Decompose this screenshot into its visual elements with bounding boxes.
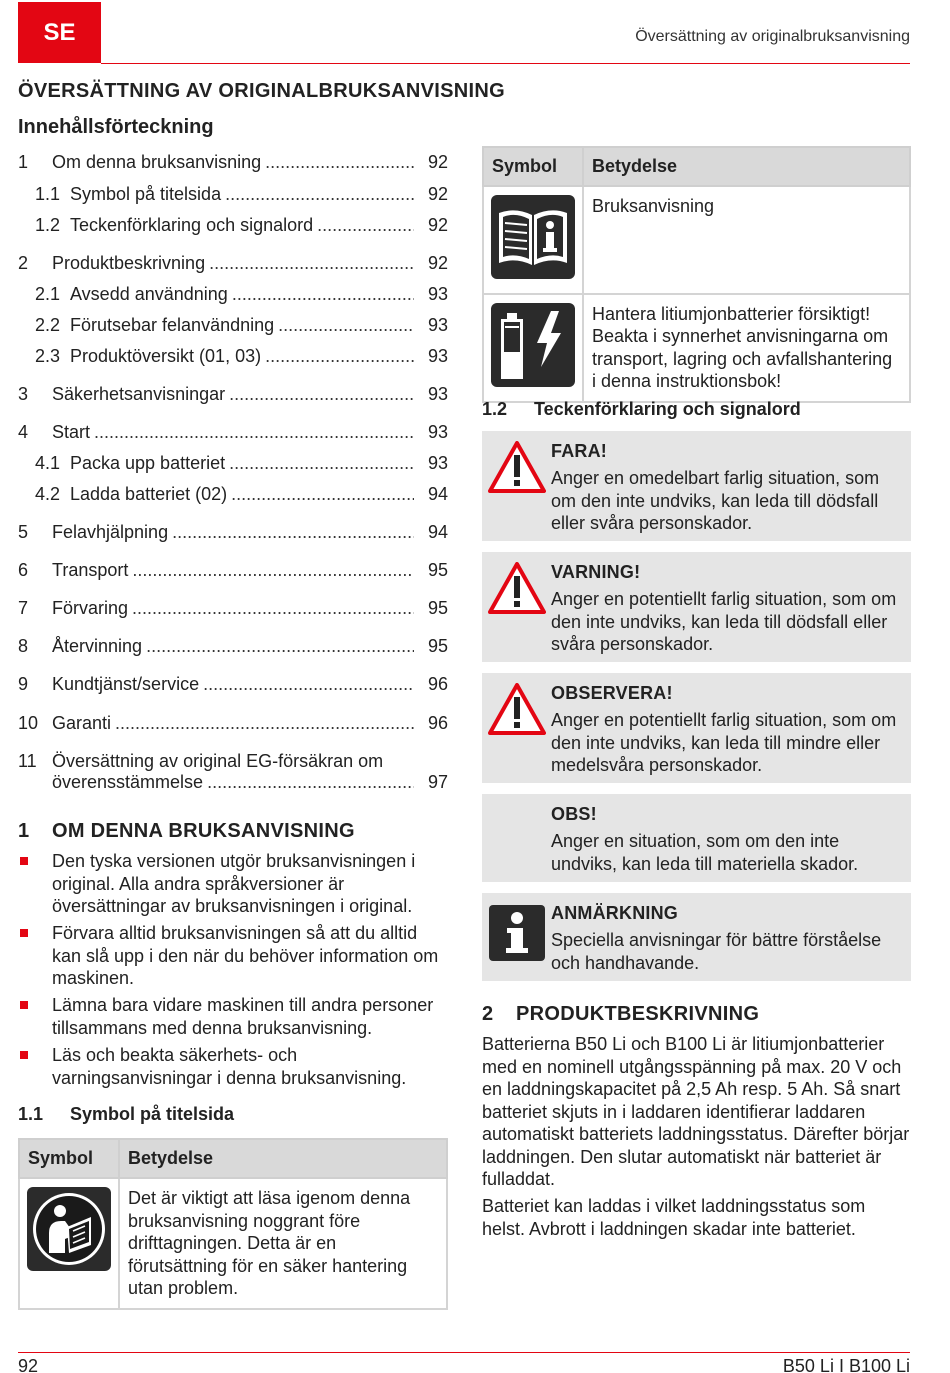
toc-leader: [265, 346, 414, 367]
toc-item[interactable]: [18, 284, 448, 305]
meaning-cell: Bruksanvisning: [583, 186, 910, 294]
toc-leader: [115, 713, 414, 734]
symbol-cell: [19, 1178, 119, 1309]
toc-page: 96: [427, 713, 448, 733]
toc-text: Ladda batteriet (02): [70, 484, 228, 504]
toc-leader: [132, 598, 414, 619]
battery-icon: [491, 303, 575, 387]
signal-description: Anger en situation, som om den inte undviks, kan leda till materiella skador.: [551, 831, 859, 874]
toc-leader: [265, 152, 414, 173]
toc-num: 4.1: [35, 453, 61, 473]
toc-item[interactable]: [18, 184, 448, 205]
toc-num: 7: [18, 598, 29, 618]
toc-text: Återvinning: [52, 636, 143, 656]
toc-leader: [207, 772, 414, 793]
toc-page: 93: [427, 453, 448, 473]
toc-item[interactable]: [18, 560, 448, 581]
toc-item[interactable]: [18, 152, 448, 173]
toc-num: 6: [18, 560, 29, 580]
toc-item[interactable]: [18, 253, 448, 274]
toc-num: 1.2: [35, 215, 61, 235]
toc-text: Produktöversikt (01, 03): [70, 346, 262, 366]
toc-page: 93: [427, 384, 448, 404]
toc-item[interactable]: [18, 674, 448, 695]
toc-leader: [209, 253, 414, 274]
manual-book-icon: [491, 195, 575, 279]
signal-word: VARNING!: [551, 562, 641, 582]
toc-leader: [172, 522, 414, 543]
toc-num: 8: [18, 636, 29, 656]
toc-page: 96: [427, 674, 448, 694]
signal-word: OBSERVERA!: [551, 683, 673, 703]
signal-description: Anger en potentiellt farlig situation, som om den inte undviks, kan leda till dödsfall eller svåra personskador.: [551, 589, 897, 654]
toc-item[interactable]: [18, 315, 448, 336]
signal-box-caution: [482, 673, 911, 783]
toc-num: 2.2: [35, 315, 61, 335]
section-title: PRODUKTBESKRIVNING: [516, 1003, 760, 1025]
toc-num: 1.1: [35, 184, 61, 204]
toc-page: 92: [427, 215, 448, 235]
title-symbol-table: [18, 1138, 448, 1310]
toc-title: Innehållsförteckning: [18, 116, 214, 138]
symbol-cell: [483, 186, 583, 294]
warning-triangle-icon: [488, 562, 546, 614]
symbol-table: [482, 146, 911, 403]
page-number: 92: [18, 1356, 39, 1373]
section-number: 1: [18, 820, 30, 842]
signal-description: Speciella anvisningar för bättre förståelse och handhavande.: [551, 930, 882, 973]
toc-leader: [203, 674, 414, 695]
section-1-2-heading: [482, 399, 801, 420]
toc-page: 97: [427, 772, 448, 792]
paragraph: Batterierna B50 Li och B100 Li är litiumjonbatterier med en nominell utgångsspänning på max. 20 V och en laddningskapacitet på 2,5 Ah resp. 5 Ah. Så snart batteriet skjuts in i laddaren identifierar laddaren automatiskt batteriets laddningsstatus. Därefter börjar laddningen. Den slutar automatiskt när batteriet är fulladdat.: [482, 1034, 910, 1189]
toc-page: 93: [427, 284, 448, 304]
section-1-heading: [18, 820, 355, 843]
toc-text: Transport: [52, 560, 129, 580]
language-badge: SE: [18, 2, 101, 63]
toc-leader: [229, 384, 414, 405]
section-title: Symbol på titelsida: [70, 1104, 235, 1124]
toc-item[interactable]: [18, 422, 448, 443]
toc-page: 95: [427, 560, 448, 580]
table-row: [19, 1178, 447, 1309]
toc-num: 2: [18, 253, 29, 273]
footer-rule: [18, 1352, 910, 1353]
toc-num: 2.3: [35, 346, 61, 366]
list-item: Lämna bara vidare maskinen till andra personer tillsammans med denna bruksanvisning.: [18, 994, 448, 1039]
toc-page: 92: [427, 184, 448, 204]
toc-leader: [232, 284, 414, 305]
toc-text: Produktbeskrivning: [52, 253, 206, 273]
toc-page: 92: [427, 152, 448, 172]
signal-word: ANMÄRKNING: [551, 903, 678, 923]
table-row: [483, 186, 910, 294]
toc-item[interactable]: [18, 453, 448, 474]
column-header-meaning: Betydelse: [583, 147, 910, 186]
toc-num: 4.2: [35, 484, 61, 504]
read-manual-icon: [27, 1187, 111, 1271]
toc-text: Avsedd användning: [70, 284, 228, 304]
column-header-symbol: Symbol: [483, 147, 583, 186]
column-header-meaning: Betydelse: [119, 1139, 447, 1178]
toc-page: 92: [427, 253, 448, 273]
toc-page: 94: [427, 484, 448, 504]
section-number: 2: [482, 1003, 494, 1025]
toc-item[interactable]: [18, 636, 448, 657]
paragraph: Batteriet kan laddas i vilket laddningsstatus som helst. Avbrott i laddningen skadar inte batteriet.: [482, 1196, 866, 1239]
toc-page: 93: [427, 346, 448, 366]
toc-leader: [231, 484, 414, 505]
signal-box-notice: [482, 794, 911, 882]
signal-word: OBS!: [551, 804, 597, 824]
toc-text: Förutsebar felanvändning: [70, 315, 275, 335]
toc-num: 4: [18, 422, 29, 442]
toc-text: Packa upp batteriet: [70, 453, 226, 473]
table-row: [483, 294, 910, 402]
toc-leader: [225, 184, 414, 205]
signal-box-warning: [482, 552, 911, 662]
warning-triangle-icon: [488, 441, 546, 493]
section-number: 1.2: [482, 399, 508, 419]
model-name: B50 Li I B100 Li: [782, 1356, 910, 1373]
toc-leader: [278, 315, 414, 336]
toc-item[interactable]: [18, 522, 448, 543]
toc-num: 10: [18, 713, 39, 733]
toc-page: 95: [427, 636, 448, 656]
toc-text: Förvaring: [52, 598, 129, 618]
section-1-1-heading: [18, 1104, 234, 1125]
toc-text: Teckenförklaring och signalord: [70, 215, 314, 235]
toc-leader: [317, 215, 414, 236]
toc-text: Kundtjänst/service: [52, 674, 200, 694]
section-title: Teckenförklaring och signalord: [534, 399, 801, 419]
toc-leader: [146, 636, 414, 657]
toc-page: 93: [427, 315, 448, 335]
section-number: 1.1: [18, 1104, 44, 1124]
signal-description: Anger en potentiellt farlig situation, som om den inte undviks, kan leda till mindre eller medelsvåra personskador.: [551, 710, 897, 775]
toc-text: Start: [52, 422, 91, 442]
warning-triangle-icon: [488, 683, 546, 735]
section-title: OM DENNA BRUKSANVISNING: [52, 820, 355, 842]
toc-leader: [94, 422, 414, 443]
signal-description: Anger en omedelbart farlig situation, som om den inte undviks, kan leda till dödsfall eller svåra personskador.: [551, 468, 880, 533]
toc-num: 9: [18, 674, 29, 694]
toc-page: 94: [427, 522, 448, 542]
meaning-cell: Det är viktigt att läsa igenom denna bruksanvisning noggrant före drifttagningen. Detta är en förutsättning för en säker hantering utan problem.: [119, 1178, 447, 1309]
toc-leader: [132, 560, 414, 581]
toc-text: Felavhjälpning: [52, 522, 169, 542]
list-item: Den tyska versionen utgör bruksanvisningen i original. Alla andra språkversioner är översättningar av bruksanvisningen i original.: [18, 850, 448, 918]
toc-leader: [229, 453, 414, 474]
list-item: Förvara alltid bruksanvisningen så att du alltid kan slå upp i den när du behöver information om maskinen.: [18, 922, 448, 990]
toc-item[interactable]: [18, 751, 448, 793]
header-rule: [101, 63, 910, 64]
toc-page: 93: [427, 422, 448, 442]
document-title: ÖVERSÄTTNING AV ORIGINALBRUKSANVISNING: [18, 80, 505, 102]
toc-item[interactable]: [18, 713, 448, 734]
info-icon: [489, 905, 545, 961]
toc-page: 95: [427, 598, 448, 618]
toc-num: 2.1: [35, 284, 61, 304]
toc-item[interactable]: [18, 346, 448, 367]
toc-text: Om denna bruksanvisning: [52, 152, 262, 172]
toc-text: Garanti: [52, 713, 112, 733]
signal-word: FARA!: [551, 441, 607, 461]
toc-num: 11: [18, 751, 37, 771]
meaning-cell: Hantera litiumjonbatterier försiktigt! Beakta i synnerhet anvisningarna om transport, lagring och avfallshantering i denna instruktionsbok!: [583, 294, 910, 402]
column-header-symbol: Symbol: [19, 1139, 119, 1178]
toc-num: 5: [18, 522, 29, 542]
toc-item[interactable]: [18, 598, 448, 619]
toc-num: 3: [18, 384, 29, 404]
symbol-cell: [483, 294, 583, 402]
toc-text: Symbol på titelsida: [70, 184, 222, 204]
toc-item[interactable]: [18, 484, 448, 505]
list-item: Läs och beakta säkerhets- och varningsanvisningar i denna bruksanvisning.: [18, 1044, 448, 1089]
toc-text: Översättning av original EG-försäkran om: [52, 751, 384, 771]
signal-box-danger: [482, 431, 911, 541]
toc-text: Säkerhetsanvisningar: [52, 384, 226, 404]
signal-box-note: [482, 893, 911, 981]
section-2-heading: [482, 1003, 759, 1026]
toc-item[interactable]: [18, 384, 448, 405]
toc-text-continued: överensstämmelse: [52, 772, 204, 792]
toc-num: 1: [18, 152, 29, 172]
header-title: Översättning av originalbruksanvisning: [635, 28, 910, 45]
toc-item[interactable]: [18, 215, 448, 236]
